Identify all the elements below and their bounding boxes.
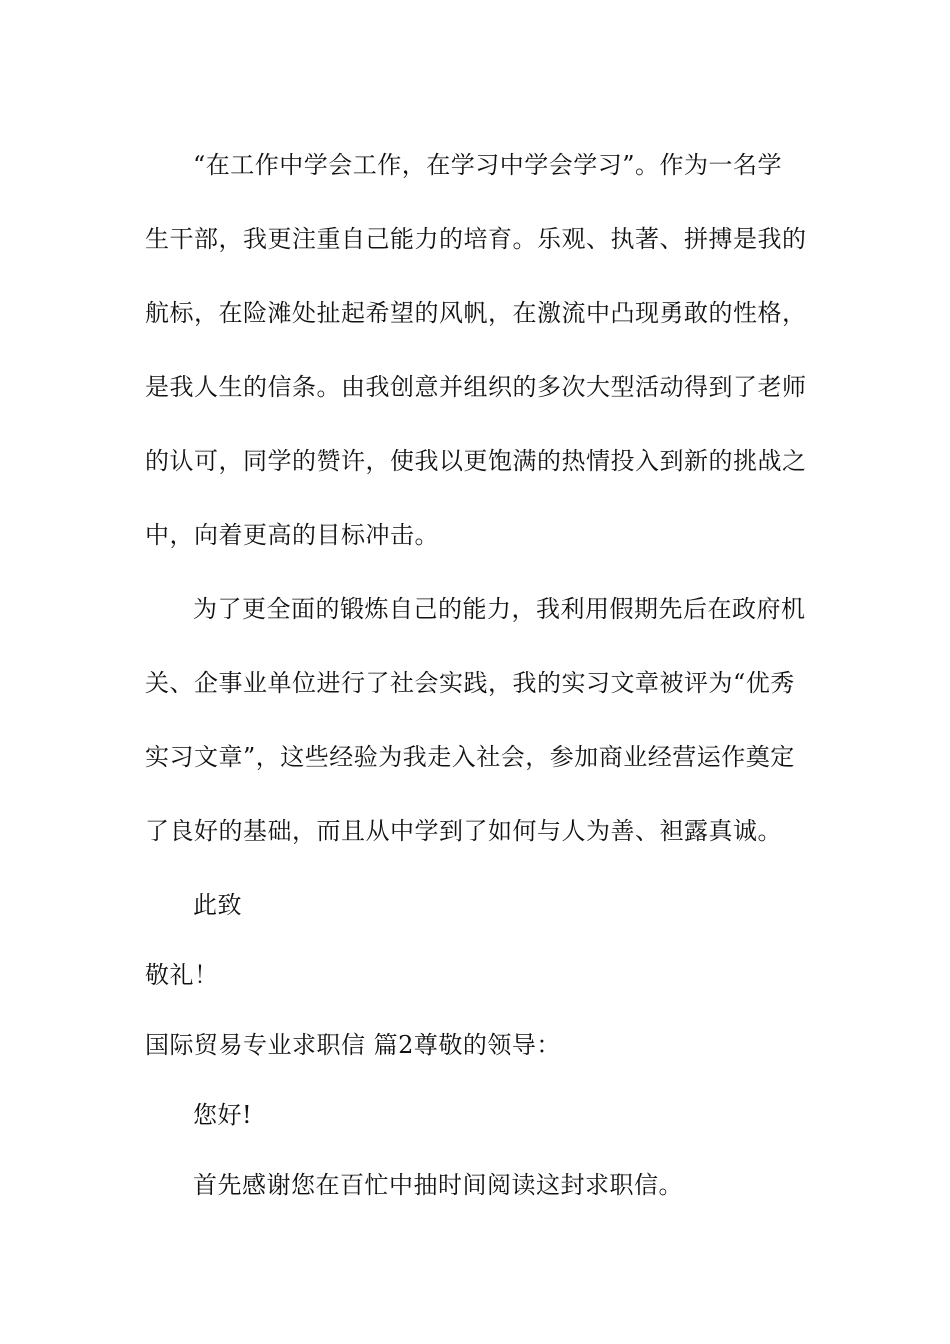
closing-cizhi: [145, 868, 810, 942]
next-letter-greeting-text: 您好!: [193, 1101, 253, 1129]
text-line: 为了更全面的锻炼自己的能力，我利用假期先后在政府机: [193, 595, 806, 623]
text-line: 航标，在险滩处扯起希望的风帆，在激流中凸现勇敢的性格，: [145, 299, 807, 327]
next-letter-greeting: [145, 1082, 810, 1148]
paragraph-social-practice: [145, 572, 810, 868]
closing-cizhi-text: 此致: [193, 891, 242, 919]
next-letter-first-line: [145, 1148, 810, 1222]
text-line: 是我人生的信条。由我创意并组织的多次大型活动得到了老师: [145, 373, 807, 401]
closing-jingli: [145, 942, 810, 1008]
text-line: 的认可，同学的赞许，使我以更饱满的热情投入到新的挑战之: [145, 447, 807, 475]
closing-jingli-text: 敬礼！: [145, 961, 219, 989]
text-line: “在工作中学会工作，在学习中学会学习”。作为一名学: [193, 151, 783, 179]
text-line: 了良好的基础，而且从中学到了如何与人为善、袒露真诚。: [145, 817, 782, 845]
next-letter-first-line-text: 首先感谢您在百忙中抽时间阅读这封求职信。: [193, 1171, 683, 1199]
next-letter-heading: [145, 1008, 810, 1082]
document-page: [145, 128, 810, 1222]
text-line: 中，向着更高的目标冲击。: [145, 521, 439, 549]
text-line: 关、企事业单位进行了社会实践，我的实习文章被评为“优秀: [145, 669, 795, 697]
paragraph-self-cultivation: [145, 128, 810, 572]
text-line: 生干部，我更注重自己能力的培育。乐观、执著、拼搏是我的: [145, 225, 807, 253]
next-letter-heading-text: 国际贸易专业求职信 篇2尊敬的领导：: [145, 1031, 561, 1059]
text-line: 实习文章”，这些经验为我走入社会，参加商业经营运作奠定: [145, 743, 795, 771]
